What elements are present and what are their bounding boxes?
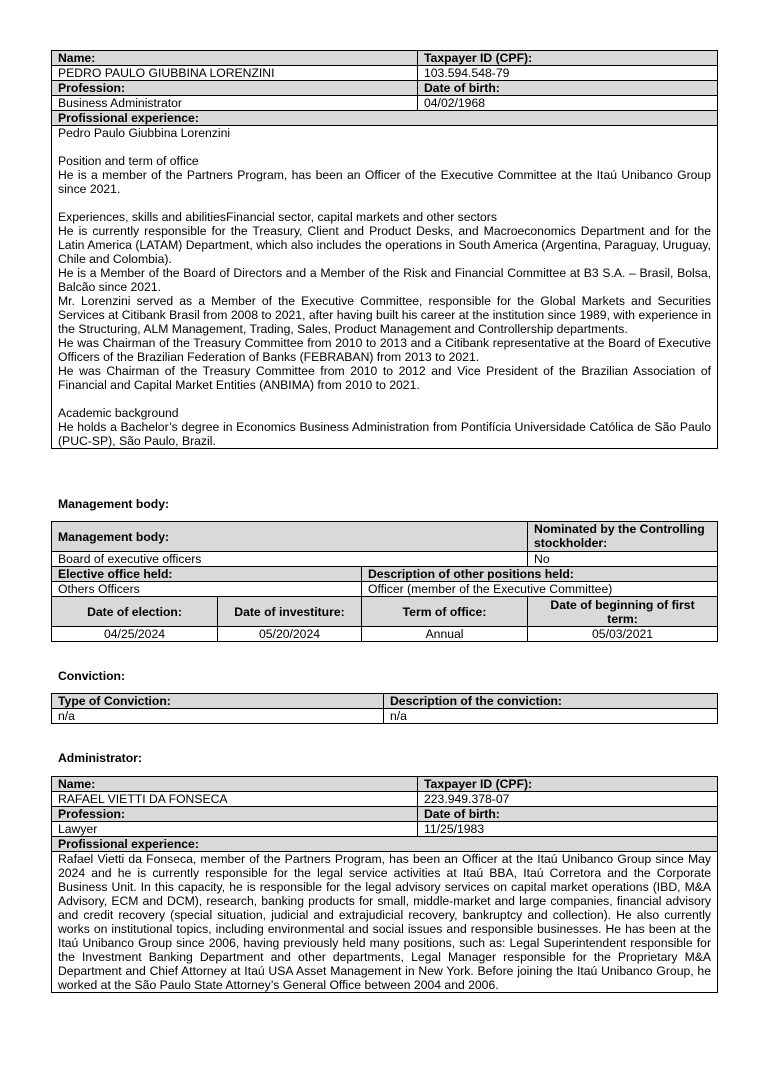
person2-profession: Lawyer — [52, 822, 418, 837]
experience-paragraph: Mr. Lorenzini served as a Member of the Executive Committee, responsible for the Global Markets and Securities Services at Citibank Brasil from 2008 to 2021, after having built his career at the institution since 1989, with experience in the Structuring, ALM Management, Trading, Sales, Product Management and Controllership departments. — [58, 294, 711, 336]
person1-table — [51, 50, 718, 449]
term-of-office-label: Term of office: — [362, 597, 528, 627]
person1-name-label: Name: — [52, 51, 418, 66]
person2-experience — [52, 852, 718, 993]
investiture-date-label: Date of investiture: — [218, 597, 362, 627]
person1-experience — [52, 126, 718, 449]
person2-name: RAFAEL VIETTI DA FONSECA — [52, 792, 418, 807]
management-section-title: Management body: — [58, 497, 170, 511]
person1-name: PEDRO PAULO GIUBBINA LORENZINI — [52, 66, 418, 81]
nominated-label: Nominated by the Controlling stockholder: — [528, 522, 718, 552]
management-table — [51, 521, 718, 642]
experience-paragraph: He is currently responsible for the Treasury, Client and Product Desks, and Macroeconomics Department and for the Latin America (LATAM) Department, which also includes the operations in South America (Argentina, Paraguay, Uruguay, Chile and Colombia). — [58, 224, 711, 266]
conviction-description-label: Description of the conviction: — [384, 694, 718, 709]
elective-office-label: Elective office held: — [52, 567, 362, 582]
experience-paragraph: He is a member of the Partners Program, has been an Officer of the Executive Committee at the Itaú Unibanco Group since 2021. — [58, 168, 711, 196]
person2-name-label: Name: — [52, 777, 418, 792]
person2-dob-label: Date of birth: — [418, 807, 718, 822]
conviction-description-value: n/a — [384, 709, 718, 724]
person2-profession-label: Profession: — [52, 807, 418, 822]
person2-experience-label: Profissional experience: — [52, 837, 718, 852]
experience-paragraph: He was Chairman of the Treasury Committee from 2010 to 2013 and a Citibank representative at the Board of Executive Officers of the Brazilian Federation of Banks (FEBRABAN) from 2013 to 2021. — [58, 336, 711, 364]
conviction-table — [51, 693, 718, 724]
person1-dob: 04/02/1968 — [418, 96, 718, 111]
person1-profession-label: Profession: — [52, 81, 418, 96]
investiture-date-value: 05/20/2024 — [218, 627, 362, 642]
administrator-section-title: Administrator: — [58, 751, 142, 765]
management-body-value: Board of executive officers — [52, 552, 528, 567]
person1-cpf-label: Taxpayer ID (CPF): — [418, 51, 718, 66]
experience-paragraph: Experiences, skills and abilitiesFinancial sector, capital markets and other sectors — [58, 210, 497, 224]
person2-cpf: 223.949.378-07 — [418, 792, 718, 807]
person1-cpf: 103.594.548-79 — [418, 66, 718, 81]
first-term-date-value: 05/03/2021 — [528, 627, 718, 642]
election-date-label: Date of election: — [52, 597, 218, 627]
experience-paragraph: He was Chairman of the Treasury Committee from 2010 to 2012 and Vice President of the Brazilian Association of Financial and Capital Market Entities (ANBIMA) from 2010 to 2021. — [58, 364, 711, 392]
term-of-office-value: Annual — [362, 627, 528, 642]
person1-dob-label: Date of birth: — [418, 81, 718, 96]
person2-table — [51, 776, 718, 993]
other-positions-label: Description of other positions held: — [362, 567, 718, 582]
person2-dob: 11/25/1983 — [418, 822, 718, 837]
experience-paragraph: Pedro Paulo Giubbina Lorenzini — [58, 126, 231, 140]
other-positions-value: Officer (member of the Executive Committee) — [362, 582, 718, 597]
management-body-label: Management body: — [52, 522, 528, 552]
first-term-date-label: Date of beginning of first term: — [528, 597, 718, 627]
conviction-type-label: Type of Conviction: — [52, 694, 384, 709]
elective-office-value: Others Officers — [52, 582, 362, 597]
experience-paragraph: Academic background — [58, 406, 179, 420]
person1-profession: Business Administrator — [52, 96, 418, 111]
conviction-type-value: n/a — [52, 709, 384, 724]
person1-experience-label: Profissional experience: — [52, 111, 718, 126]
experience-paragraph: He is a Member of the Board of Directors and a Member of the Risk and Financial Committee at B3 S.A. – Brasil, Bolsa, Balcão since 2021. — [58, 266, 711, 294]
experience-paragraph: Rafael Vietti da Fonseca, member of the Partners Program, has been an Officer at the Itaú Unibanco Group since May 2024 and he is currently responsible for the legal service activities at Itaú BBA, Itaú Corretora and the Corporate Business Unit. In this capacity, he is responsible for the legal advisory services on capital market operations (IBD, M&A Advisory, ECM and DCM), research, banking products for small, middle-market and large companies, financial advisory and credit recovery (special situation, judicial and extrajudicial recovery, bankruptcy and collection). He also currently works on institutional topics, including environmental and social issues and responsible businesses. He has been at the Itaú Unibanco Group since 2006, having previously held many positions, such as: Legal Superintendent responsible for the Investment Banking Department and other departments, Legal Manager responsible for the Proprietary M&A Department and Chief Attorney at Itaú USA Asset Management in New York. Before joining the Itaú Unibanco Group, he worked at the São Paulo State Attorney’s General Office between 2004 and 2006. — [58, 852, 711, 992]
person2-cpf-label: Taxpayer ID (CPF): — [418, 777, 718, 792]
experience-paragraph: He holds a Bachelor’s degree in Economics Business Administration from Pontifícia Universidade Católica de São Paulo (PUC-SP), São Paulo, Brazil. — [58, 420, 711, 448]
nominated-value: No — [528, 552, 718, 567]
experience-paragraph: Position and term of office — [58, 154, 199, 168]
conviction-section-title: Conviction: — [58, 669, 126, 683]
election-date-value: 04/25/2024 — [52, 627, 218, 642]
